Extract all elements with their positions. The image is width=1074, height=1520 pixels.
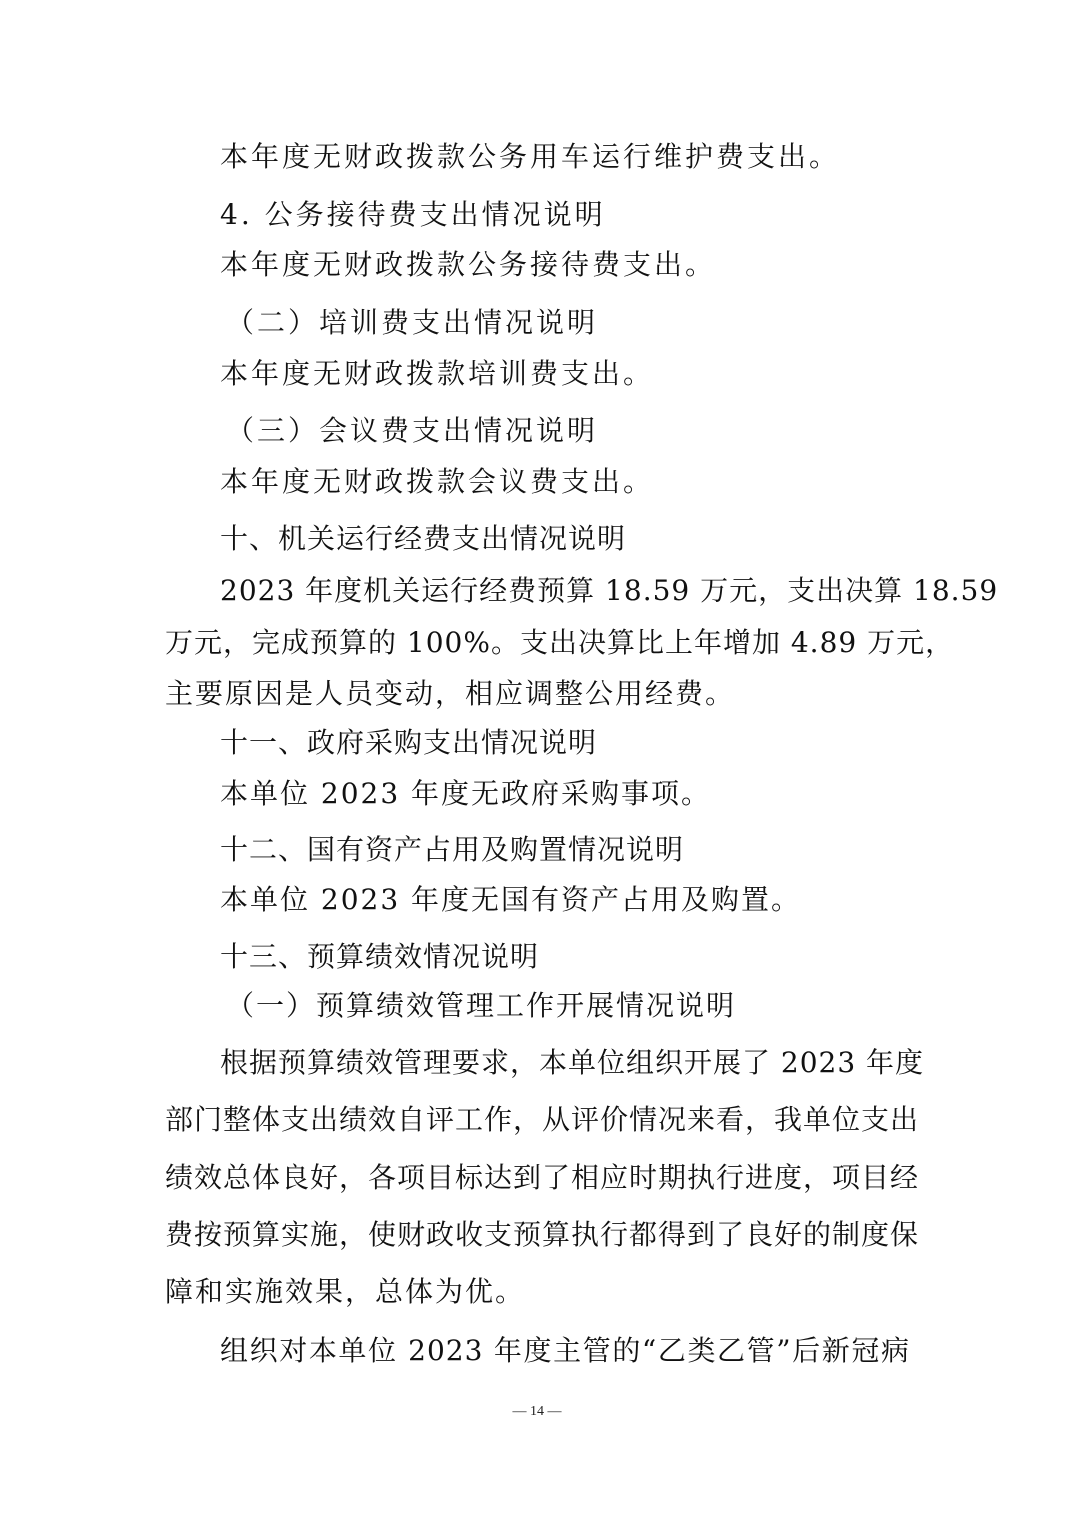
section-heading: 十三、预算绩效情况说明	[220, 940, 540, 973]
paragraph-line: 本单位 2023 年度无国有资产占用及购置。	[220, 883, 802, 916]
paragraph-line: 本年度无财政拨款公务用车运行维护费支出。	[220, 140, 841, 173]
paragraph-line: 万元，完成预算的 100%。支出决算比上年增加 4.89 万元，	[165, 626, 955, 659]
paragraph-line: 费按预算实施，使财政收支预算执行都得到了良好的制度保	[165, 1218, 920, 1251]
page-number: — 14 —	[512, 1404, 562, 1419]
paragraph-line: 组织对本单位 2023 年度主管的“乙类乙管”后新冠病	[220, 1334, 910, 1367]
paragraph-line: 本单位 2023 年度无政府采购事项。	[220, 777, 712, 810]
paragraph-line: 绩效总体良好，各项目标达到了相应时期执行进度，项目经	[165, 1161, 920, 1194]
paragraph-line: 本年度无财政拨款培训费支出。	[220, 357, 655, 390]
paragraph-line: 2023 年度机关运行经费预算 18.59 万元，支出决算 18.59	[220, 574, 999, 607]
section-subheading: （一）预算绩效管理工作开展情况说明	[226, 989, 737, 1022]
section-subheading: （三）会议费支出情况说明	[226, 414, 599, 447]
paragraph-line: 本年度无财政拨款公务接待费支出。	[220, 248, 717, 281]
section-subheading: 4. 公务接待费支出情况说明	[220, 198, 606, 231]
paragraph-line: 本年度无财政拨款会议费支出。	[220, 465, 655, 498]
paragraph-line: 根据预算绩效管理要求，本单位组织开展了 2023 年度	[220, 1046, 925, 1079]
paragraph-line: 障和实施效果，总体为优。	[165, 1275, 526, 1308]
section-heading: 十、机关运行经费支出情况说明	[220, 522, 627, 555]
section-heading: 十二、国有资产占用及购置情况说明	[220, 833, 685, 866]
paragraph-line: 部门整体支出绩效自评工作，从评价情况来看，我单位支出	[165, 1103, 920, 1136]
paragraph-line: 主要原因是人员变动，相应调整公用经费。	[165, 677, 736, 710]
section-heading: 十一、政府采购支出情况说明	[220, 726, 598, 759]
section-subheading: （二）培训费支出情况说明	[226, 306, 599, 339]
